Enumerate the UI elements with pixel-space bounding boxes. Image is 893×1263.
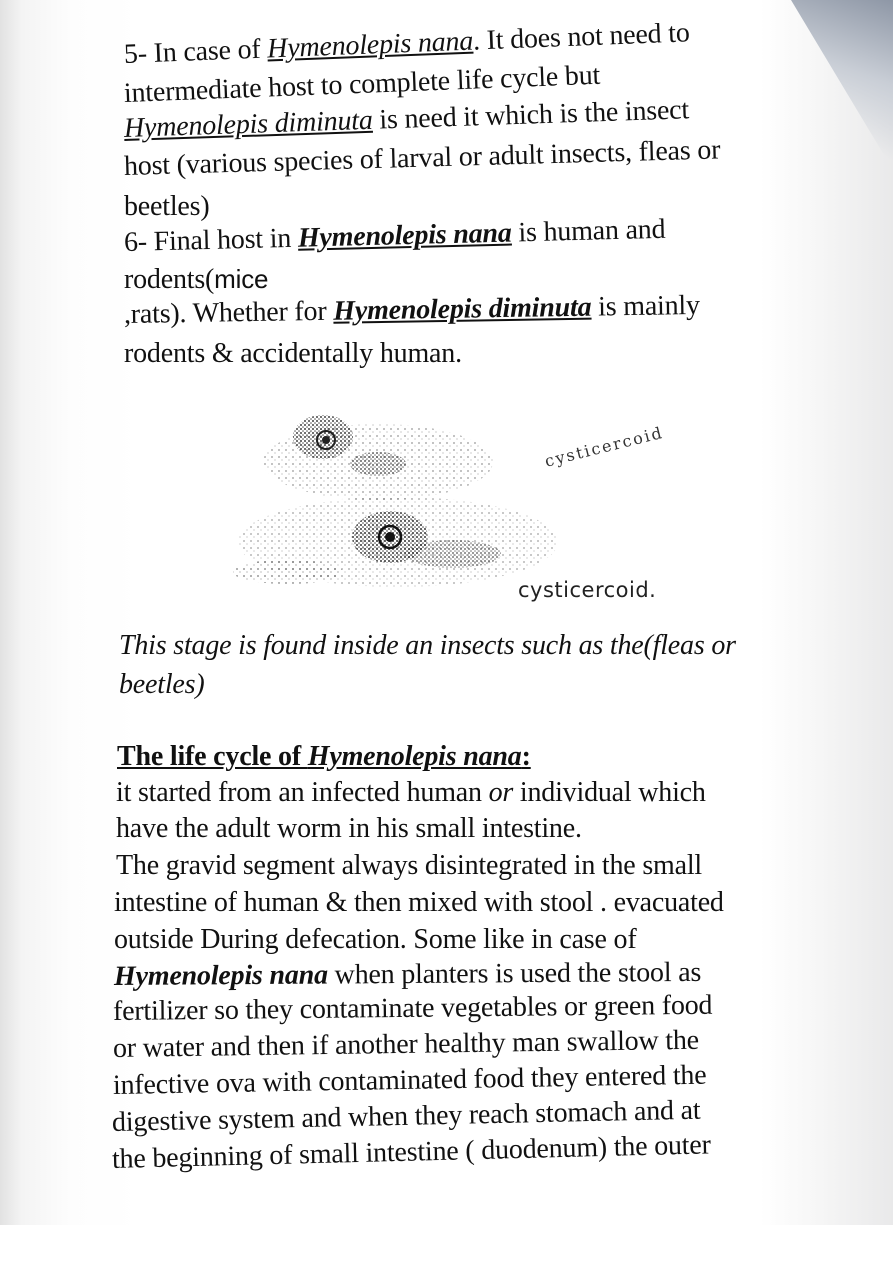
text: ,rats). Whether for [123,295,334,330]
text: individual which [513,777,706,808]
body-line-8: or water and then if another healthy man swallow the [112,1024,700,1064]
handwritten-annotation: cysticercoid [542,422,666,471]
text: when planters is used the stool as [327,956,702,991]
body-line-5: outside During defecation. Some like in case of [114,924,637,955]
text: mice [214,264,269,294]
section-heading [117,740,531,774]
body-line-7: fertilizer so they contaminate vegetables or green food [112,989,713,1027]
text: 5- In case of [123,33,268,70]
species-name: Hymenolepis nana [307,741,522,772]
lower-larva [233,497,558,587]
text: it started from an infected human [116,777,489,808]
body-line-9: infective ova with contaminated food they entered the [112,1059,707,1101]
species-name: Hymenolepis nana [297,217,513,254]
body-line-3: The gravid segment always disintegrated in the small [116,850,702,881]
text: is need it which is the insect [372,94,690,136]
text: The life cycle of [117,741,308,772]
caption-line-2: beetles) [119,669,205,700]
figure-label: cysticercoid. [518,578,657,602]
text: 6- Final host in [123,222,299,258]
text: is mainly [591,289,701,323]
p5-line-5: beetles) [124,191,210,222]
species-name: Hymenolepis nana [113,959,328,992]
text: or [488,777,514,808]
text: : [521,741,531,772]
cysticercoid-figure [228,392,668,607]
upper-larva [263,415,493,500]
species-name: Hymenolepis diminuta [333,291,592,327]
body-line-6 [114,956,701,994]
text: . It does not need to [472,17,691,57]
caption-line-1: This stage is found inside an insects such as the(fleas or [119,630,736,661]
p6-line-2 [124,262,268,297]
p5-line-2: intermediate host to complete life cycle but [123,59,601,109]
text: rodents( [124,264,215,295]
species-name: Hymenolepis nana [266,25,474,65]
body-line-11: the beginning of small intestine ( duodenum) the outer [111,1129,712,1175]
body-line-2: have the adult worm in his small intestine. [116,813,582,844]
text: is human and [511,213,666,249]
p5-line-4: host (various species of larval or adult insects, fleas or [123,134,721,182]
body-line-4: intestine of human & then mixed with stool . evacuated [114,887,724,918]
species-name: Hymenolepis diminuta [123,104,374,144]
scan-margin [0,1225,893,1263]
p6-line-4: rodents & accidentally human. [124,338,462,369]
body-line-1 [116,776,706,810]
body-line-10: digestive system and when they reach stomach and at [111,1094,701,1138]
